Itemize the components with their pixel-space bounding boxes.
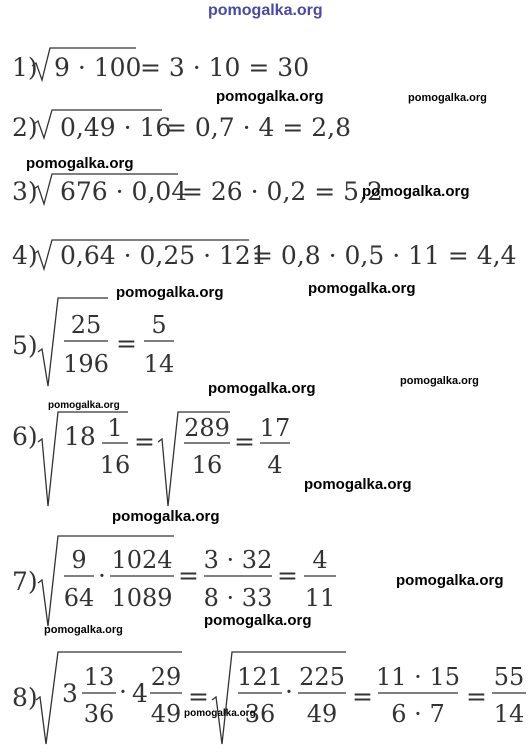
problem-1-label: 1) — [12, 53, 38, 82]
problem-8-r-den: 6 · 7 — [391, 700, 445, 728]
problem-8-dot1: · — [119, 677, 127, 706]
problem-8-w2: 4 — [132, 679, 148, 708]
watermark: pomogalka.org — [184, 708, 256, 719]
watermark: pomogalka.org — [208, 380, 316, 397]
problem-2-radicand: 0,49 · 16 — [60, 113, 172, 142]
problem-3-radicand: 676 · 0,04 — [60, 177, 188, 206]
watermark: pomogalka.org — [408, 92, 487, 104]
problem-7-a-num: 9 — [71, 546, 87, 574]
problem-7-a-den: 64 — [63, 584, 95, 612]
problem-6-eq2: = — [234, 427, 255, 456]
problem-5-num: 25 — [70, 311, 102, 339]
problem-3-label: 3) — [12, 177, 38, 206]
problem-6-mix-den: 16 — [99, 451, 131, 479]
problem-6-f2-num: 289 — [184, 414, 230, 442]
problem-5-res-num: 5 — [151, 311, 167, 339]
problem-6-label: 6) — [12, 422, 38, 451]
problem-4-result: = 0,8 · 0,5 · 11 = 4,4 — [252, 241, 517, 270]
problem-8-q-den: 49 — [306, 700, 338, 728]
problem-8-w1: 3 — [62, 679, 78, 708]
problem-6-f2-den: 16 — [191, 451, 223, 479]
watermark: pomogalka.org — [204, 612, 312, 629]
watermark: pomogalka.org — [308, 280, 416, 297]
problem-7-eq1: = — [178, 561, 199, 590]
problem-8-eq3: = — [466, 682, 487, 711]
problem-6-eq1: = — [134, 427, 155, 456]
problem-7-b-num: 1024 — [111, 546, 173, 574]
problem-2-label: 2) — [12, 113, 38, 142]
problem-8-p-num: 121 — [237, 663, 283, 691]
problem-8-r-num: 11 · 15 — [376, 663, 460, 691]
problem-6-res-den: 4 — [267, 451, 283, 479]
problem-8-dot2: · — [285, 677, 293, 706]
problem-8-m2-den: 49 — [150, 700, 182, 728]
watermark: pomogalka.org — [44, 624, 123, 636]
problem-8-m2-num: 29 — [150, 663, 182, 691]
watermark: pomogalka.org — [400, 375, 479, 387]
problem-5-den: 196 — [63, 350, 109, 378]
problem-3-result: = 26 · 0,2 = 5,2 — [182, 177, 383, 206]
problem-8-res-num: 55 — [493, 663, 525, 691]
problem-8-m1-num: 13 — [83, 663, 115, 691]
problem-7-eq2: = — [277, 561, 298, 590]
watermark: pomogalka.org — [26, 155, 134, 172]
watermark: pomogalka.org — [362, 183, 470, 200]
problem-6-res-num: 17 — [259, 414, 291, 442]
problem-8-m1-den: 36 — [83, 700, 115, 728]
problem-6-whole: 18 — [64, 422, 96, 451]
problem-7-label: 7) — [12, 567, 38, 596]
problem-8-p-den: 36 — [244, 700, 276, 728]
problem-6-mix-num: 1 — [107, 414, 123, 442]
watermark: pomogalka.org — [216, 88, 324, 105]
problem-7-b-den: 1089 — [111, 584, 173, 612]
watermark: pomogalka.org — [396, 572, 504, 589]
site-header: pomogalka.org — [208, 2, 323, 19]
problem-8-label: 8) — [12, 683, 38, 712]
problem-1-result: = 3 · 10 = 30 — [140, 53, 310, 82]
problem-5-eq: = — [116, 329, 137, 358]
problem-8-eq1: = — [188, 682, 209, 711]
watermark: pomogalka.org — [116, 284, 224, 301]
problem-4-label: 4) — [12, 241, 38, 270]
problem-7-dot: · — [98, 561, 106, 590]
problem-5-res-den: 14 — [143, 350, 175, 378]
problem-2-result: = 0,7 · 4 = 2,8 — [166, 113, 351, 142]
problem-7-c-num: 3 · 32 — [203, 546, 273, 574]
watermark: pomogalka.org — [112, 508, 220, 525]
problem-7-c-den: 8 · 33 — [203, 584, 273, 612]
watermark: pomogalka.org — [48, 400, 120, 411]
problem-4-radicand: 0,64 · 0,25 · 121 — [60, 241, 267, 270]
problem-8-eq2: = — [352, 682, 373, 711]
problem-1-radicand: 9 · 100 — [54, 53, 142, 82]
problem-8-res-den: 14 — [493, 700, 525, 728]
watermark: pomogalka.org — [304, 476, 412, 493]
problem-7-res-den: 11 — [304, 584, 336, 612]
problem-5-label: 5) — [12, 331, 38, 360]
problem-7-res-num: 4 — [312, 546, 328, 574]
problem-8-q-num: 225 — [299, 663, 345, 691]
